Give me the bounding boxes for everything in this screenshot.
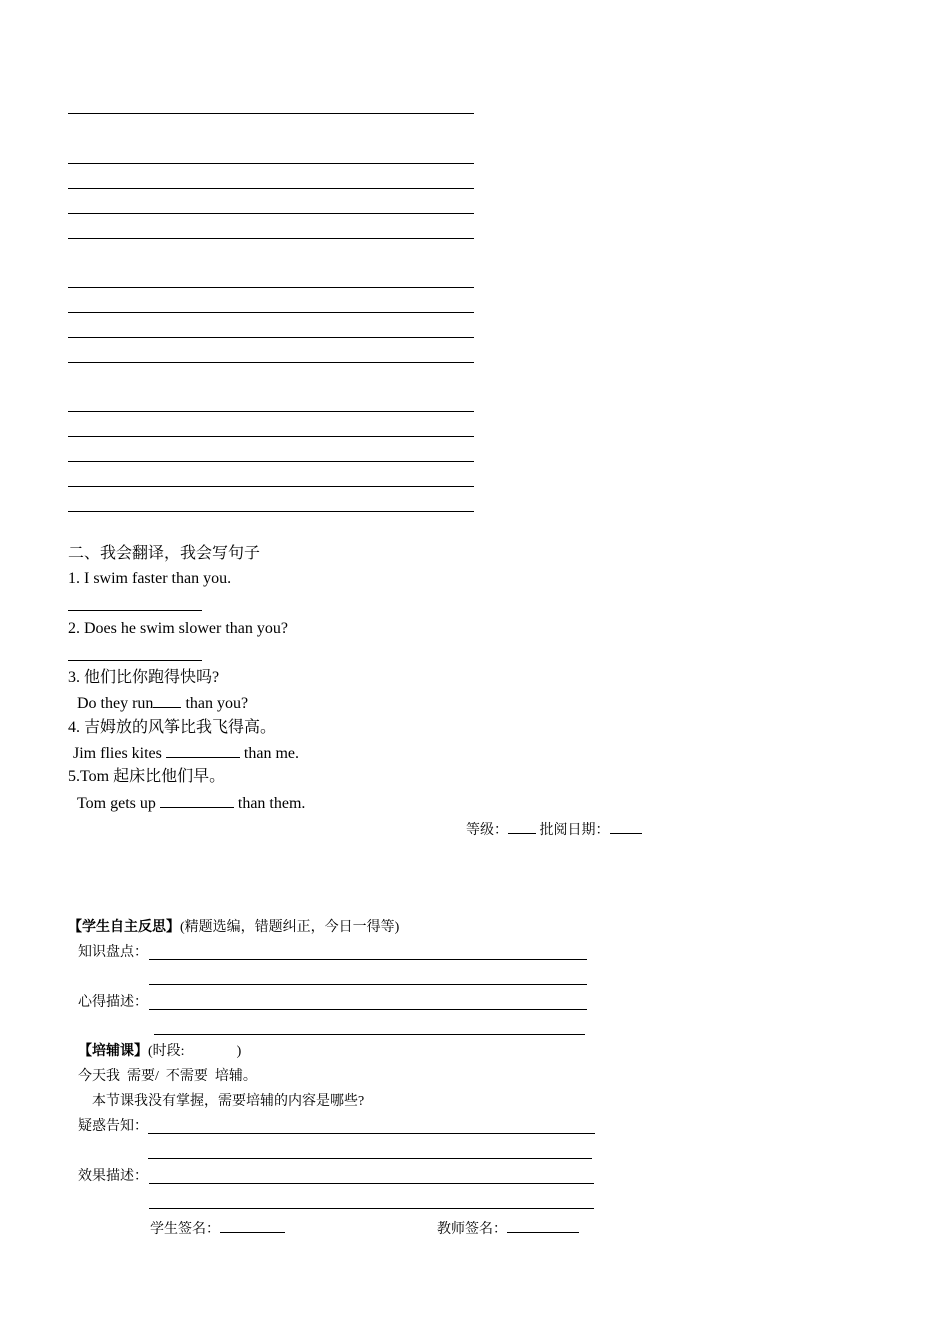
answer-blank-1[interactable] bbox=[68, 610, 202, 611]
doubt-label: 疑惑告知： bbox=[78, 1119, 148, 1134]
question-4-prompt: 4. 吉姆放的风筝比我飞得高。 bbox=[68, 719, 277, 736]
effect-label: 效果描述： bbox=[78, 1169, 148, 1184]
writing-line[interactable] bbox=[68, 337, 474, 338]
student-sign-label: 学生签名： bbox=[150, 1222, 220, 1237]
writing-line[interactable] bbox=[68, 486, 474, 487]
writing-line[interactable] bbox=[68, 113, 474, 114]
writing-line[interactable] bbox=[68, 188, 474, 189]
reflection-title: 【学生自主反思】 bbox=[68, 920, 180, 935]
writing-line[interactable] bbox=[68, 362, 474, 363]
question-5-prompt: 5.Tom 起床比他们早。 bbox=[68, 768, 226, 785]
teacher-sign-label: 教师签名： bbox=[437, 1222, 507, 1237]
question-4-answer bbox=[73, 743, 299, 764]
question-3-prompt: 3. 他们比你跑得快吗? bbox=[68, 669, 220, 686]
q5-blank[interactable] bbox=[160, 793, 234, 808]
knowledge-line-2[interactable] bbox=[149, 984, 587, 985]
q3-blank[interactable] bbox=[153, 693, 181, 708]
insight-line-2[interactable] bbox=[154, 1034, 585, 1035]
student-sign-blank[interactable] bbox=[220, 1218, 285, 1233]
date-blank[interactable] bbox=[610, 819, 642, 834]
writing-line[interactable] bbox=[68, 312, 474, 313]
question-3-answer bbox=[77, 693, 248, 714]
tutoring-need-text[interactable]: 今天我 需要/ 不需要 培辅。 bbox=[78, 1069, 257, 1084]
writing-line[interactable] bbox=[68, 287, 474, 288]
reflection-heading bbox=[68, 919, 399, 937]
writing-line[interactable] bbox=[68, 461, 474, 462]
q5-text-a: Tom gets up bbox=[77, 795, 156, 812]
grade-blank[interactable] bbox=[508, 819, 536, 834]
question-5-answer bbox=[77, 793, 305, 814]
q3-text-a: Do they run bbox=[77, 695, 154, 712]
section-heading: 二、我会翻译，我会写句子 bbox=[68, 545, 261, 562]
writing-line[interactable] bbox=[68, 163, 474, 164]
date-label: 批阅日期： bbox=[539, 823, 610, 838]
question-2: 2. Does he swim slower than you? bbox=[68, 620, 288, 637]
tutoring-time-close: ) bbox=[236, 1044, 242, 1059]
effect-line-2[interactable] bbox=[149, 1208, 594, 1209]
reflection-subtitle: (精题选编，错题纠正，今日一得等) bbox=[180, 920, 400, 935]
doubt-line-2[interactable] bbox=[148, 1158, 592, 1159]
insight-line-1[interactable] bbox=[149, 1009, 587, 1010]
q3-text-b: than you? bbox=[185, 695, 249, 712]
doubt-line-1[interactable] bbox=[148, 1133, 595, 1134]
writing-line[interactable] bbox=[68, 511, 474, 512]
q5-text-b: than them. bbox=[237, 795, 306, 812]
q4-blank[interactable] bbox=[166, 743, 240, 758]
answer-blank-2[interactable] bbox=[68, 660, 202, 661]
student-signature bbox=[150, 1218, 285, 1239]
grading-line bbox=[466, 819, 642, 840]
tutoring-question-text: 本节课我没有掌握，需要培辅的内容是哪些? bbox=[92, 1094, 365, 1109]
writing-line[interactable] bbox=[68, 213, 474, 214]
tutoring-title: 【培辅课】 bbox=[78, 1044, 148, 1059]
knowledge-line-1[interactable] bbox=[149, 959, 587, 960]
teacher-sign-blank[interactable] bbox=[507, 1218, 579, 1233]
writing-line[interactable] bbox=[68, 436, 474, 437]
insight-label: 心得描述： bbox=[78, 995, 148, 1010]
writing-line[interactable] bbox=[68, 411, 474, 412]
writing-line[interactable] bbox=[68, 238, 474, 239]
tutoring-time-label: (时段: bbox=[148, 1044, 185, 1059]
grade-label: 等级： bbox=[466, 823, 508, 838]
tutoring-heading bbox=[78, 1043, 241, 1061]
effect-line-1[interactable] bbox=[149, 1183, 594, 1184]
knowledge-label: 知识盘点： bbox=[78, 945, 148, 960]
q4-text-b: than me. bbox=[243, 745, 299, 762]
teacher-signature bbox=[437, 1218, 579, 1239]
q4-text-a: Jim flies kites bbox=[73, 745, 162, 762]
question-1: 1. I swim faster than you. bbox=[68, 570, 232, 587]
